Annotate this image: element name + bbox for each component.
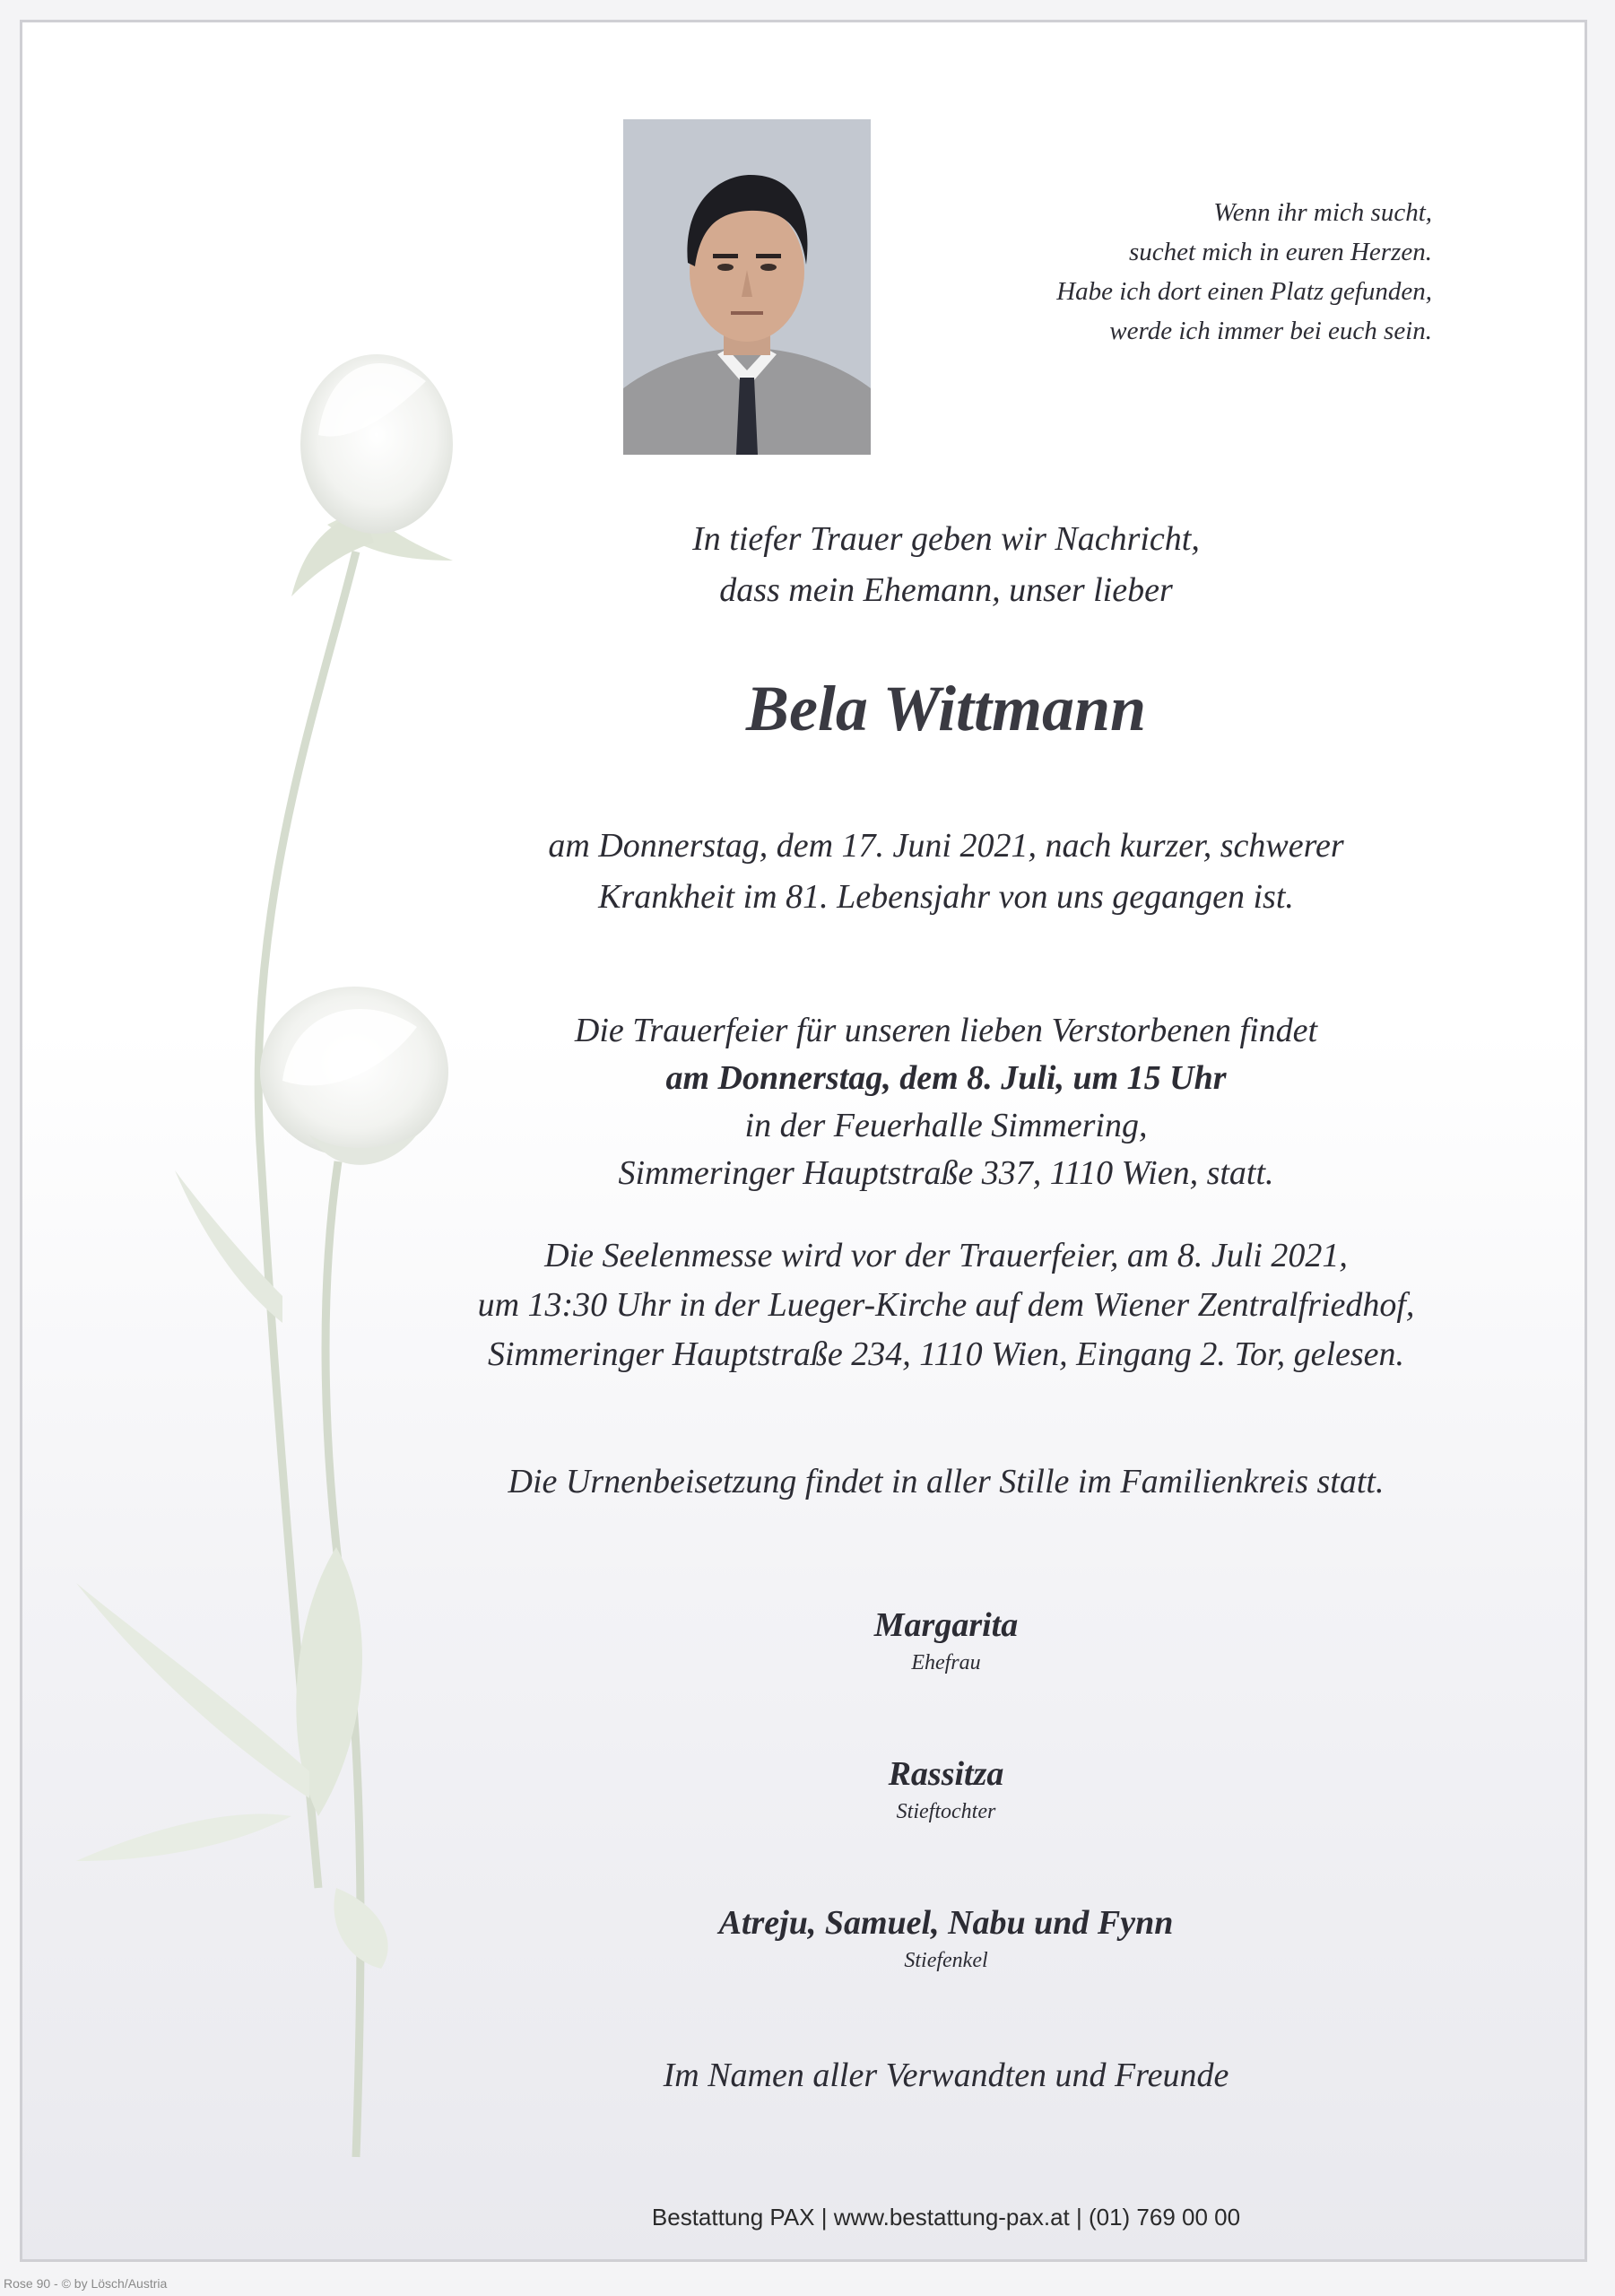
intro-text: [291, 514, 1587, 616]
mourner-name: Rassitza: [888, 1755, 1004, 1793]
mourner-entry: [291, 1900, 1587, 1976]
mourner-relation: Stiefenkel: [904, 1949, 988, 1972]
quote-line: suchet mich in euren Herzen.: [1129, 238, 1432, 266]
mourner-relation: Ehefrau: [911, 1651, 981, 1674]
death-line: Krankheit im 81. Lebensjahr von uns gegangen ist.: [598, 878, 1294, 916]
funeral-date-time: am Donnerstag, dem 8. Juli, um 15 Uhr: [665, 1059, 1227, 1097]
mass-line: Die Seelenmesse wird vor der Trauerfeier, am 8. Juli 2021,: [544, 1237, 1348, 1274]
closing-line: Im Namen aller Verwandten und Freunde: [663, 2057, 1229, 2094]
quote-line: Habe ich dort einen Platz gefunden,: [1056, 277, 1432, 306]
quote-line: werde ich immer bei euch sein.: [1109, 317, 1432, 345]
mass-line: Simmeringer Hauptstraße 234, 1110 Wien, Eingang 2. Tor, gelesen.: [487, 1335, 1405, 1373]
intro-line: dass mein Ehemann, unser lieber: [719, 571, 1173, 609]
image-credit: Rose 90 - © by Lösch/Austria: [4, 2276, 168, 2291]
funeral-line: Simmeringer Hauptstraße 337, 1110 Wien, statt.: [618, 1154, 1274, 1192]
memorial-quote: [966, 193, 1432, 351]
death-line: am Donnerstag, dem 17. Juni 2021, nach kurzer, schwerer: [548, 827, 1344, 865]
mourner-entry: [291, 1603, 1587, 1678]
death-notice: [291, 821, 1587, 923]
mourner-name: Margarita: [873, 1606, 1019, 1644]
mass-details: [291, 1231, 1587, 1379]
funeral-home-footer: Bestattung PAX | www.bestattung-pax.at | (01) 769 00 00: [651, 2204, 1241, 2231]
intro-line: In tiefer Trauer geben wir Nachricht,: [692, 520, 1200, 558]
quote-line: Wenn ihr mich sucht,: [1213, 198, 1432, 227]
obituary-card: [20, 20, 1587, 2262]
funeral-details: [291, 1007, 1587, 1197]
mourner-entry: [291, 1752, 1587, 1827]
portrait-photo: [623, 119, 871, 455]
deceased-name: Bela Wittmann: [745, 673, 1147, 744]
mass-line: um 13:30 Uhr in der Lueger-Kirche auf dem Wiener Zentralfriedhof,: [477, 1286, 1415, 1324]
mourner-name: Atreju, Samuel, Nabu und Fynn: [718, 1904, 1174, 1942]
funeral-line: Die Trauerfeier für unseren lieben Verstorbenen findet: [574, 1012, 1318, 1049]
urn-note: Die Urnenbeisetzung findet in aller Stille im Familienkreis statt.: [508, 1463, 1385, 1500]
mourner-relation: Stieftochter: [896, 1800, 996, 1823]
funeral-line: in der Feuerhalle Simmering,: [744, 1107, 1148, 1144]
